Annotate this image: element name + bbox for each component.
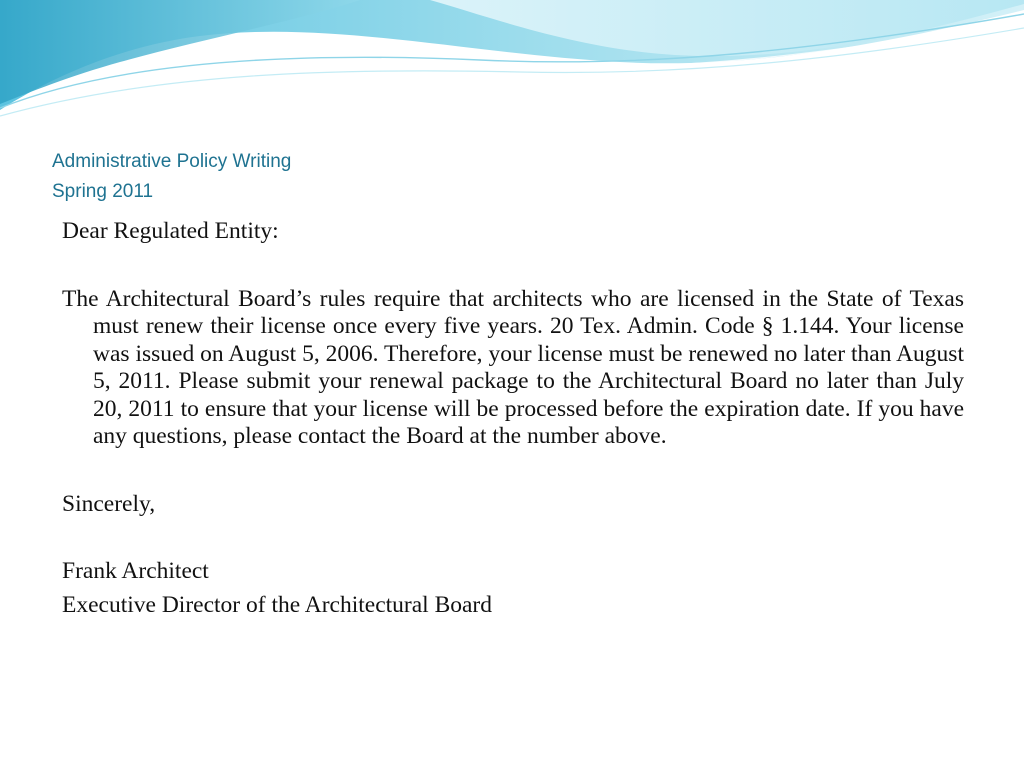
letter-main-paragraph: The Architectural Board’s rules require that architects who are licensed in the State of Texas must renew their license once every five years. 20 Tex. Admin. Code § 1.144. Your license was issued on August 5, 2006. Therefore, your license must be renewed no later than August 5, 2011. Please submit your renewal package to the Architectural Board no later than July 20, 2011 to ensure that your license will be processed before the expiration date. If you have any questions, please contact the Board at the number above. (62, 285, 964, 449)
header-wave-decoration (0, 0, 1024, 120)
letter-greeting: Dear Regulated Entity: (62, 218, 279, 244)
slide-title (52, 147, 952, 207)
signature-title: Executive Director of the Architectural Board (62, 591, 492, 618)
letter-closing: Sincerely, (62, 490, 156, 517)
course-term: Spring 2011 (52, 181, 154, 202)
signature-name: Frank Architect (62, 558, 209, 584)
course-title: Administrative Policy Writing (52, 151, 292, 172)
letter-body (62, 218, 964, 619)
